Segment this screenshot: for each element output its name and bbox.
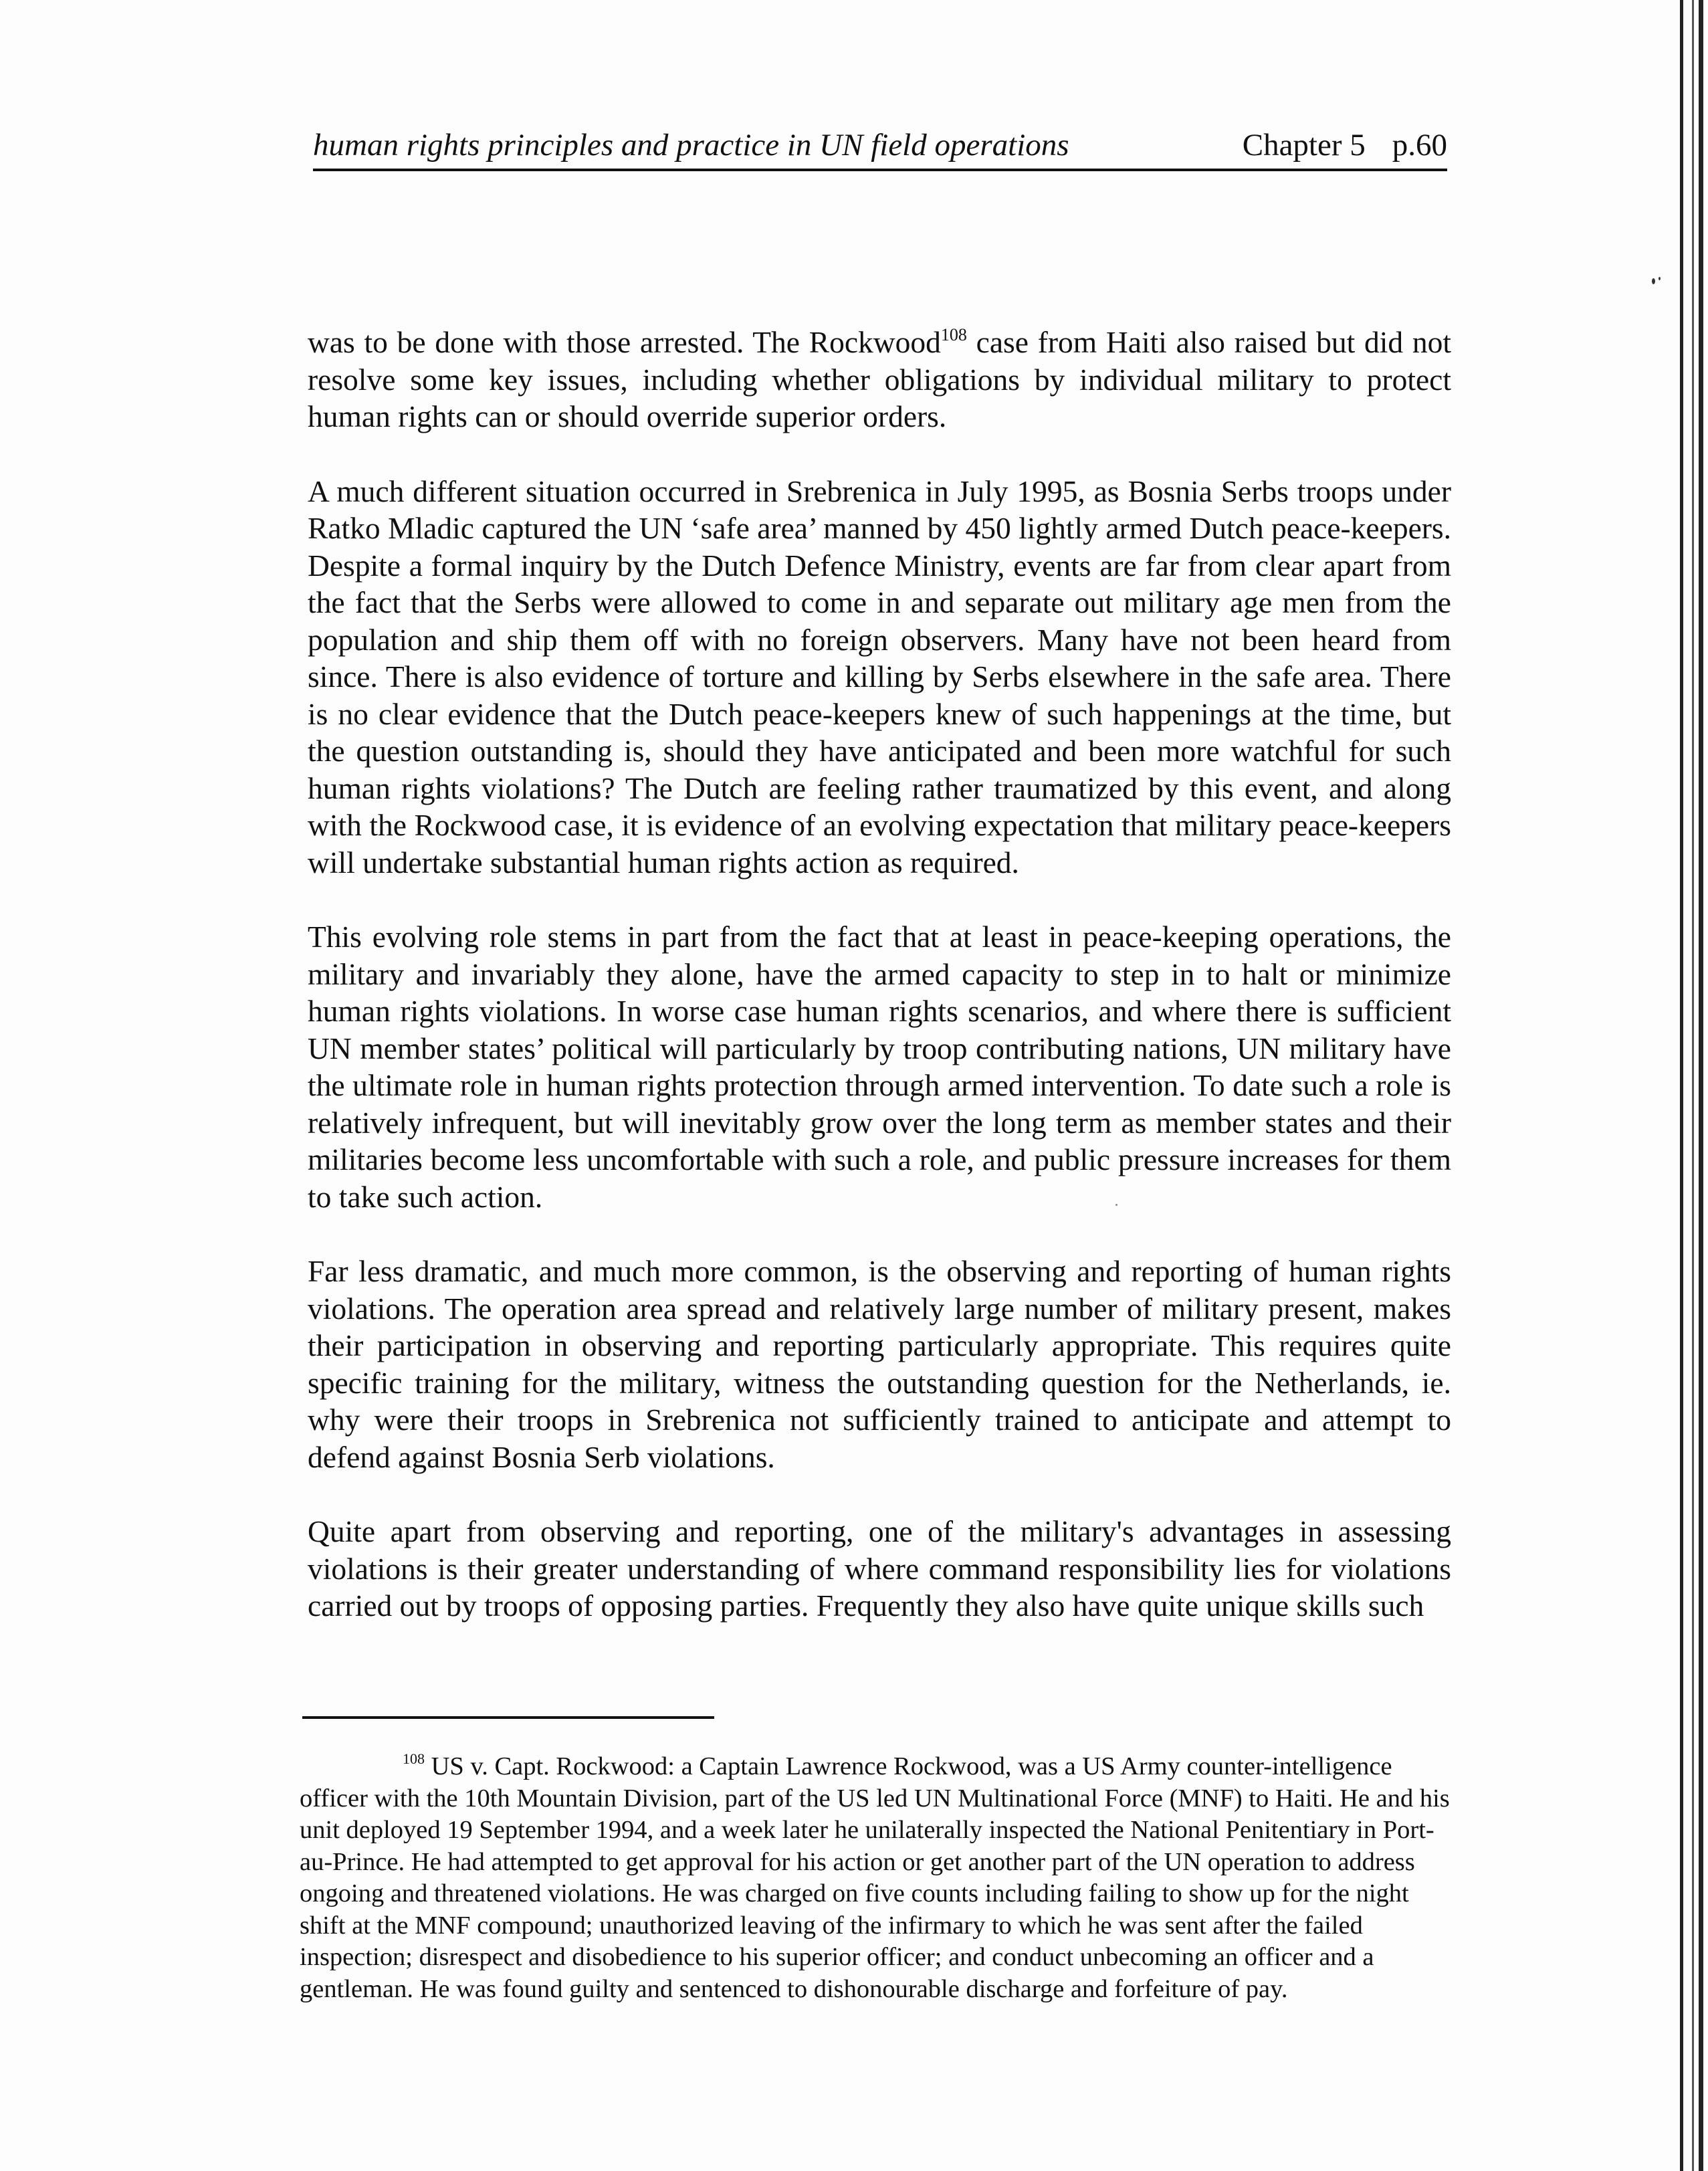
header-chapter-page [1243, 127, 1447, 163]
main-body [308, 324, 1451, 1625]
body-paragraph: This evolving role stems in part from the fact that at least in peace-keeping operations, the military and invariably they alone, have the armed capacity to step in to halt or minimize human rights violations. In worse case human rights scenarios, and where there is sufficient UN member states’ political will particularly by troop contributing nations, UN military have the ultimate role in human rights protection through armed intervention. To date such a role is relatively infrequent, but will inevitably grow over the long term as member states and their militaries become less uncomfortable with such a role, and public pressure increases for them to take such action. [308, 920, 1451, 1214]
footnote [300, 1751, 1450, 2005]
header-chapter: Chapter 5 [1242, 128, 1366, 163]
header-page-number: p.60 [1392, 128, 1447, 163]
footnote-marker: 108 [403, 1750, 425, 1767]
body-paragraph: A much different situation occurred in Srebrenica in July 1995, as Bosnia Serbs troops under Ratko Mladic captured the UN ‘safe area’ manned by 450 lightly armed Dutch peace-keepers. Despite a formal inquiry by the Dutch Defence Ministry, events are far from clear apart from the fact that the Serbs were allowed to come in and separate out military age men from the population and ship them off with no foreign observers. Many have not been heard from since. There is also evidence of torture and killing by Serbs elsewhere in the safe area. There is no clear evidence that the Dutch peace-keepers knew of such happenings at the time, but the question outstanding is, should they have anticipated and been more watchful for such human rights violations? The Dutch are feeling rather traumatized by this event, and along with the Rockwood case, it is evidence of an evolving expectation that military peace-keepers will undertake substantial human rights action as required. [308, 474, 1451, 880]
footnote-reference[interactable]: 108 [940, 325, 967, 344]
body-paragraph: Quite apart from observing and reporting, one of the military's advantages in assessing violations is their greater understanding of where command responsibility lies for violations carried out by troops of opposing parties. Frequently they also have quite unique skills such [308, 1514, 1451, 1623]
body-paragraph: was to be done with those arrested. The Rockwood$^{108}$ case from Haiti also raised but did not resolve some key issues, including whether obligations by individual military to protect human rights can or should override superior orders. [308, 325, 1451, 433]
scan-edge-shadow [1692, 0, 1694, 2171]
footnote-text: $^{108}$ US v. Capt. Rockwood: a Captain Lawrence Rockwood, was a US Army counter-intelligence officer with the 10th Mountain Division, part of the US led UN Multinational Force (MNF) to Haiti. He and his unit deployed 19 September 1994, and a week later he unilaterally inspected the National Penitentiary in Port-au-Prince. He had attempted to get approval for his action or get another part of the UN operation to address ongoing and threatened violations. He was charged on five counts including failing to show up for the night shift at the MNF compound; unauthorized leaving of the infirmary to which he was sent after the failed inspection; disrespect and disobedience to his superior officer; and conduct unbecoming an officer and a gentleman. He was found guilty and sentenced to dishonourable discharge and forfeiture of pay. [300, 1750, 1450, 2003]
scan-speck [1652, 278, 1655, 284]
scan-edge-shadow [1699, 0, 1703, 2171]
scan-edge-shadow [1680, 0, 1683, 2171]
footnote-separator [302, 1716, 714, 1719]
scan-speck [1659, 277, 1661, 280]
header-title: human rights principles and practice in UN field operations [313, 128, 1069, 163]
running-header [313, 126, 1447, 171]
body-paragraph: Far less dramatic, and much more common, is the observing and reporting of human rights violations. The operation area spread and relatively large number of military present, makes their participation in observing and reporting particularly appropriate. This requires quite specific training for the military, witness the outstanding question for the Netherlands, ie. why were their troops in Srebrenica not sufficiently trained to anticipate and attempt to defend against Bosnia Serb violations. [308, 1254, 1451, 1474]
